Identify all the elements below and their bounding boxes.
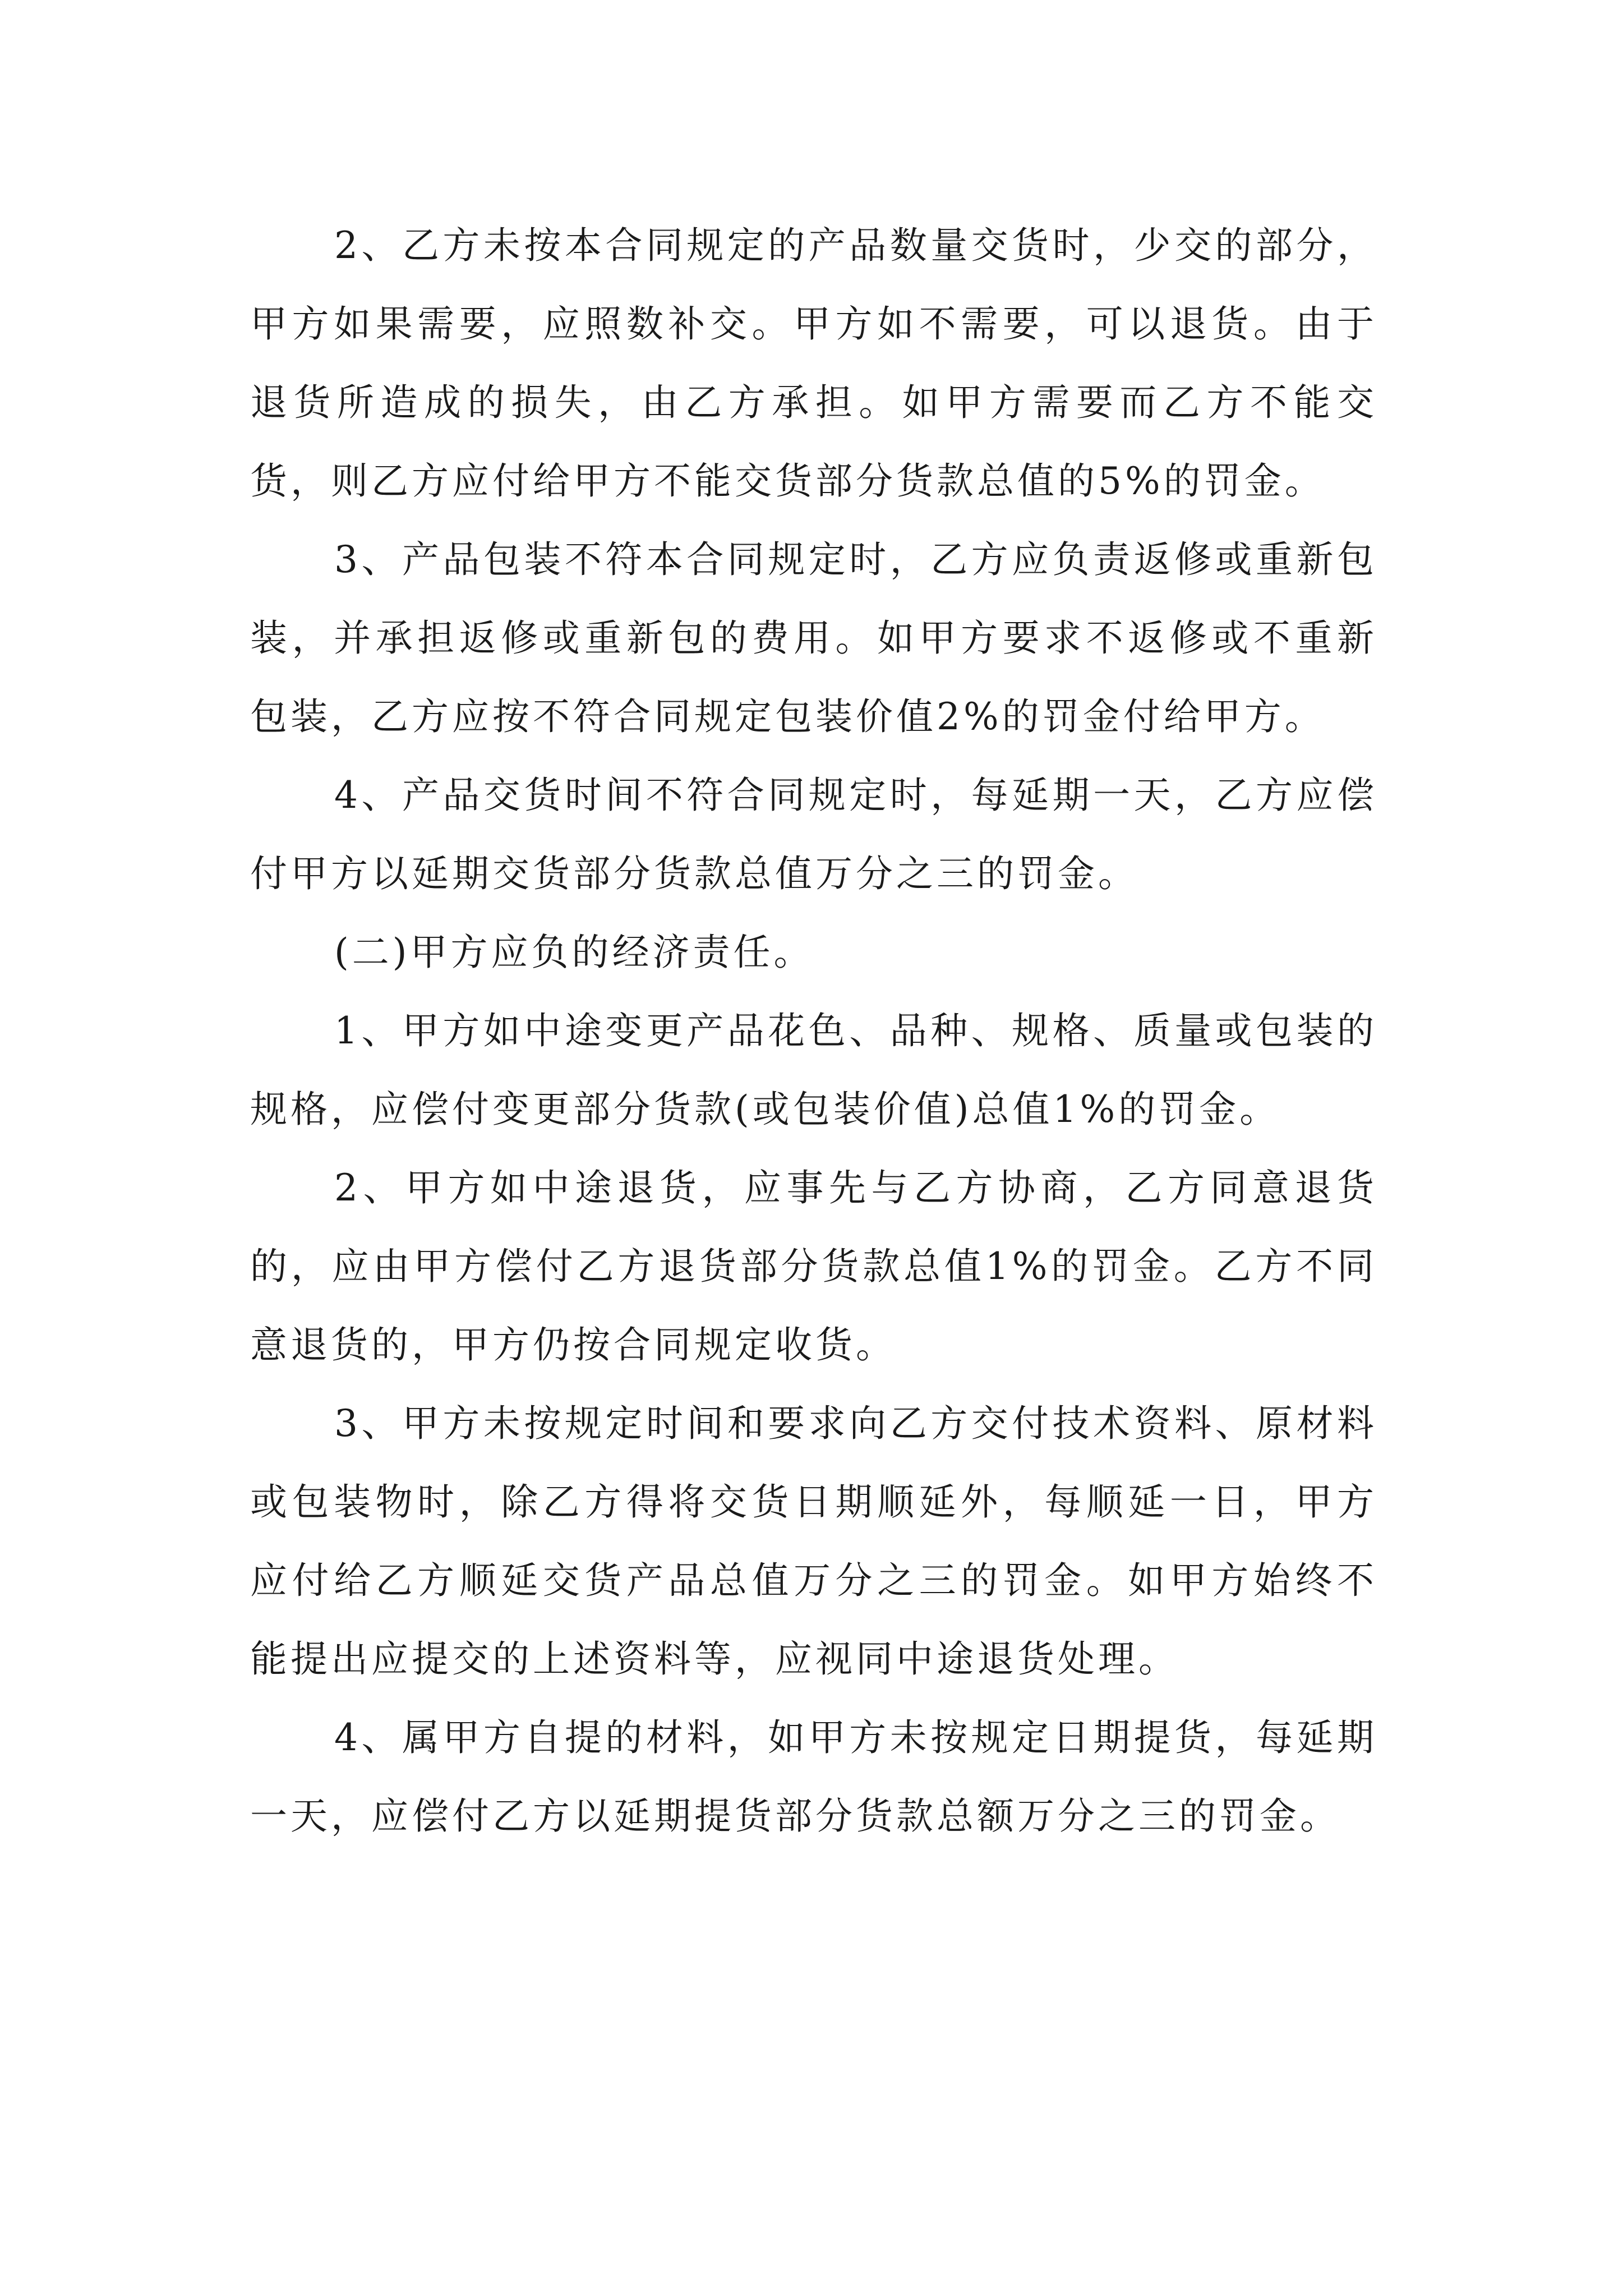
- paragraph-buyer-late-materials: 3、甲方未按规定时间和要求向乙方交付技术资料、原材料或包装物时，除乙方得将交货日期顺延外，每顺延一日，甲方应付给乙方顺延交货产品总值万分之三的罚金。如甲方始终不能提出应提交的上述资料等，应视同中途退货处理。: [250, 1402, 1377, 1681]
- paragraph-seller-late-delivery: 4、产品交货时间不符合同规定时，每延期一天，乙方应偿付甲方以延期交货部分货款总值万分之三的罚金。: [250, 774, 1377, 895]
- paragraph-buyer-late-pickup: 4、属甲方自提的材料，如甲方未按规定日期提货，每延期一天，应偿付乙方以延期提货部分货款总额万分之三的罚金。: [250, 1716, 1377, 1838]
- section-heading-buyer-liability: (二)甲方应负的经济责任。: [334, 931, 814, 974]
- paragraph-seller-quantity-shortfall: 2、乙方未按本合同规定的产品数量交货时，少交的部分，甲方如果需要，应照数补交。甲方如不需要，可以退货。由于退货所造成的损失，由乙方承担。如甲方需要而乙方不能交货，则乙方应付给甲方不能交货部分货款总值的5%的罚金。: [250, 224, 1377, 503]
- paragraph-buyer-change-spec: 1、甲方如中途变更产品花色、品种、规格、质量或包装的规格，应偿付变更部分货款(或包装价值)总值1%的罚金。: [250, 1009, 1377, 1131]
- document-body: [250, 206, 1377, 1856]
- paragraph-seller-packaging: 3、产品包装不符本合同规定时，乙方应负责返修或重新包装，并承担返修或重新包的费用。如甲方要求不返修或不重新包装，乙方应按不符合同规定包装价值2%的罚金付给甲方。: [250, 538, 1377, 738]
- paragraph-buyer-return-goods: 2、甲方如中途退货，应事先与乙方协商，乙方同意退货的，应由甲方偿付乙方退货部分货款总值1%的罚金。乙方不同意退货的，甲方仍按合同规定收货。: [250, 1166, 1377, 1366]
